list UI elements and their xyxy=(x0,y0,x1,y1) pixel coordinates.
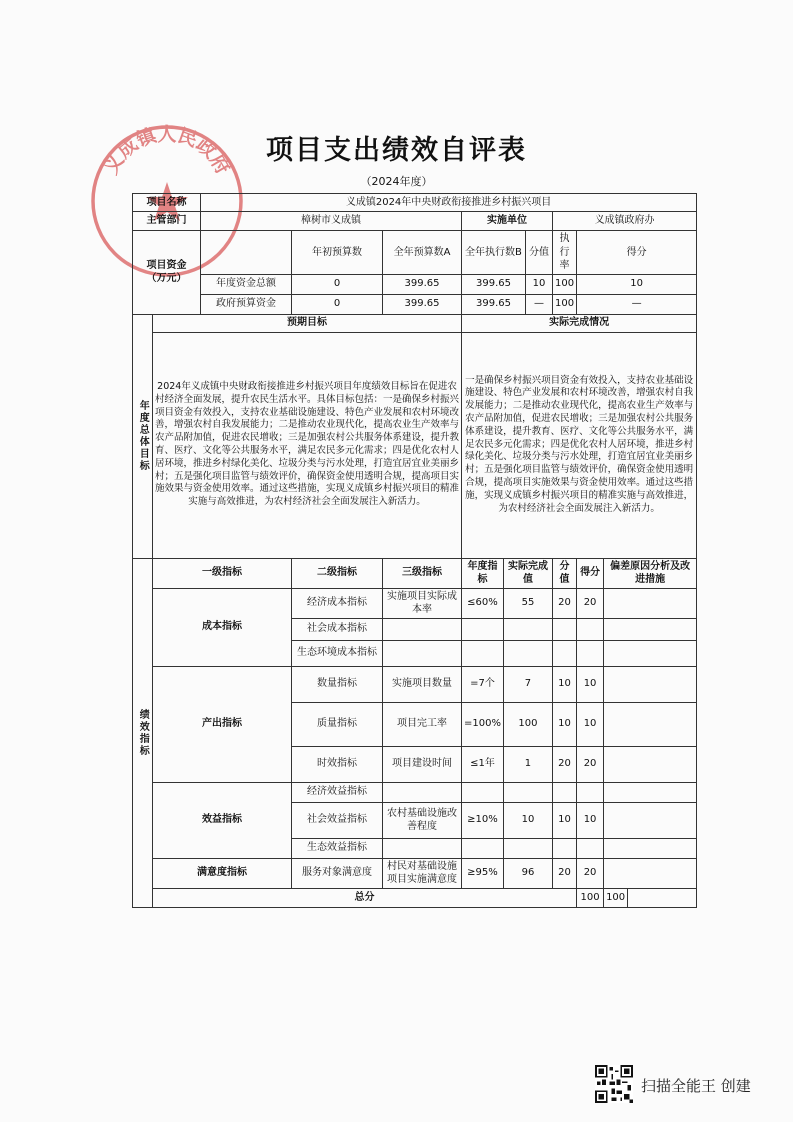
score-cell: 10 xyxy=(577,702,604,746)
actual-result-text: 一是确保乡村振兴项目资金有效投入，支持农业基础设施建设、特色产业发展和农村环境改善，增强农村自我发展能力；二是推动农业现代化，提高农业生产效率与农产品附加值，促进农民增收；三是加强农村公共服务体系建设，提升教育、医疗、文化等公共服务水平，满足农民多元化需求；四是优化农村人居环境，推进乡村绿化美化、垃圾分类与污水处理，打造宜居宜业美丽乡村；五是强化项目监管与绩效评价，确保资金使用透明合规，提高项目实施效果与资金使用效率。通过这些措施，实现义成镇乡村振兴项目的精准实施与高效推进，为农村经济社会全面发展注入新活力。 xyxy=(462,332,697,558)
col-score-val: 分值 xyxy=(552,558,576,588)
funds-col-initial: 年初预算数 xyxy=(292,231,383,275)
funds-col-score-val: 分值 xyxy=(525,231,552,275)
score-val-cell: 10 xyxy=(552,666,576,702)
total-label: 总分 xyxy=(153,888,577,907)
scanner-watermark-text: 扫描全能王 创建 xyxy=(641,1077,751,1095)
funds-col-score: 得分 xyxy=(577,231,697,275)
year-label: （2024年度） xyxy=(360,175,433,188)
col-target: 年度指标 xyxy=(462,558,504,588)
l3-cell: 农村基础设施改善程度 xyxy=(383,802,462,838)
l2-cell: 服务对象满意度 xyxy=(292,858,383,888)
funds-label: 项目资金 （万元） xyxy=(133,231,201,315)
score-val-cell: 20 xyxy=(552,588,576,618)
funds-row-initial: 0 xyxy=(292,274,383,294)
funds-row-score: — xyxy=(577,294,697,314)
actual-cell: 55 xyxy=(503,588,552,618)
l3-cell: 项目建设时间 xyxy=(383,746,462,782)
group-benefit: 效益指标 xyxy=(153,782,292,858)
target-cell: =7个 xyxy=(462,666,504,702)
funds-row-annual: 399.65 xyxy=(383,274,462,294)
target-cell: ≤60% xyxy=(462,588,504,618)
col-actual: 实际完成值 xyxy=(503,558,552,588)
l2-cell: 时效指标 xyxy=(292,746,383,782)
actual-cell: 10 xyxy=(503,802,552,838)
col-deviation: 偏差原因分析及改进措施 xyxy=(604,558,697,588)
target-cell: ≥95% xyxy=(462,858,504,888)
l2-cell: 社会效益指标 xyxy=(292,802,383,838)
score-cell: 20 xyxy=(577,588,604,618)
score-val-cell: 10 xyxy=(552,802,576,838)
score-val-cell: 20 xyxy=(552,858,576,888)
funds-row-annual: 399.65 xyxy=(383,294,462,314)
funds-row-score: 10 xyxy=(577,274,697,294)
actual-cell: 7 xyxy=(503,666,552,702)
actual-result-header: 实际完成情况 xyxy=(462,314,697,332)
annual-goal-label: 年度总体目标 xyxy=(133,314,153,558)
actual-cell: 1 xyxy=(503,746,552,782)
l3-cell: 实施项目数量 xyxy=(383,666,462,702)
evaluation-table xyxy=(132,193,697,908)
total-score-val: 100 xyxy=(577,888,604,907)
performance-indicator-label: 绩效指标 xyxy=(133,558,153,907)
target-cell: ≤1年 xyxy=(462,746,504,782)
svg-text:义成镇人民政府 xyxy=(100,123,235,178)
actual-cell: 96 xyxy=(503,858,552,888)
col-score: 得分 xyxy=(577,558,604,588)
col-l1: 一级指标 xyxy=(153,558,292,588)
project-name-value: 义成镇2024年中央财政衔接推进乡村振兴项目 xyxy=(201,194,697,212)
funds-col-rate: 执行率 xyxy=(552,231,576,275)
funds-row-exec: 399.65 xyxy=(462,294,526,314)
expected-goal-text: 2024年义成镇中央财政衔接推进乡村振兴项目年度绩效目标旨在促进农村经济全面发展，提升农民生活水平。具体目标包括：一是确保乡村振兴项目资金有效投入，支持农业基础设施建设、特色产业发展和农村环境改善，增强农村自我发展能力；二是推动农业现代化，提高农业生产效率与农产品附加值，促进农民增收；三是加强农村公共服务体系建设，提升教育、医疗、文化等公共服务水平，满足农民多元化需求；四是优化农村人居环境，推进乡村绿化美化、垃圾分类与污水处理，打造宜居宜业美丽乡村；五是强化项目监管与绩效评价，确保资金使用透明合规，提高项目实施效果与资金使用效率。通过这些措施，实现义成镇乡村振兴项目的精准实施与高效推进，为农村经济社会全面发展注入新活力。 xyxy=(153,332,462,558)
l2-cell: 社会成本指标 xyxy=(292,618,383,640)
target-cell: ≥10% xyxy=(462,802,504,838)
funds-row-name: 年度资金总额 xyxy=(201,274,292,294)
group-output: 产出指标 xyxy=(153,666,292,782)
l2-cell: 生态效益指标 xyxy=(292,838,383,858)
funds-row-initial: 0 xyxy=(292,294,383,314)
l2-cell: 质量指标 xyxy=(292,702,383,746)
score-cell: 20 xyxy=(577,858,604,888)
l2-cell: 经济成本指标 xyxy=(292,588,383,618)
l3-cell: 村民对基础设施项目实施满意度 xyxy=(383,858,462,888)
group-satisfaction: 满意度指标 xyxy=(153,858,292,888)
seal-text: 义成镇人民政府 xyxy=(100,123,234,179)
group-cost: 成本指标 xyxy=(153,588,292,666)
expected-goal-header: 预期目标 xyxy=(153,314,462,332)
l2-cell: 经济效益指标 xyxy=(292,782,383,802)
l3-cell: 项目完工率 xyxy=(383,702,462,746)
l2-cell: 生态环境成本指标 xyxy=(292,640,383,666)
funds-row-score-val: 10 xyxy=(525,274,552,294)
l3-cell: 实施项目实际成本率 xyxy=(383,588,462,618)
project-name-label: 项目名称 xyxy=(133,194,201,212)
funds-row-exec: 399.65 xyxy=(462,274,526,294)
funds-row-rate: 100 xyxy=(552,274,576,294)
target-cell: =100% xyxy=(462,702,504,746)
score-cell: 20 xyxy=(577,746,604,782)
actual-cell: 100 xyxy=(503,702,552,746)
impl-unit-value: 义成镇政府办 xyxy=(552,212,696,231)
qr-code-icon xyxy=(595,1065,633,1103)
funds-col-annual: 全年预算数A xyxy=(383,231,462,275)
score-cell: 10 xyxy=(577,802,604,838)
col-l2: 二级指标 xyxy=(292,558,383,588)
page-title: 项目支出绩效自评表 xyxy=(266,135,527,166)
dept-value: 樟树市义成镇 xyxy=(201,212,462,231)
funds-row-score-val: — xyxy=(525,294,552,314)
funds-row-name: 政府预算资金 xyxy=(201,294,292,314)
col-l3: 三级指标 xyxy=(383,558,462,588)
l2-cell: 数量指标 xyxy=(292,666,383,702)
impl-unit-label: 实施单位 xyxy=(462,212,553,231)
score-val-cell: 10 xyxy=(552,702,576,746)
total-score: 100 xyxy=(604,888,628,907)
score-val-cell: 20 xyxy=(552,746,576,782)
funds-row-rate: 100 xyxy=(552,294,576,314)
score-cell: 10 xyxy=(577,666,604,702)
dept-label: 主管部门 xyxy=(133,212,201,231)
funds-col-exec: 全年执行数B xyxy=(462,231,526,275)
scanner-watermark xyxy=(595,1065,775,1105)
